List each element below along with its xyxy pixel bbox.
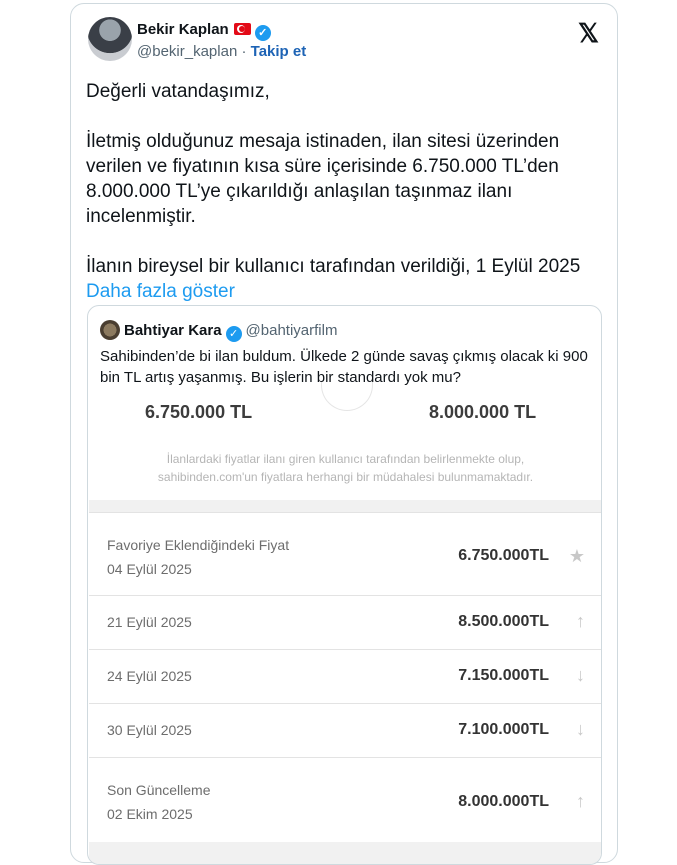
disclaimer-line: İlanlardaki fiyatlar ilanı giren kullanıcı tarafından belirlenmekte olup, (166, 452, 525, 466)
verified-badge-icon: ✓ (255, 25, 271, 41)
price-history-row (89, 649, 602, 704)
row-label: Son Güncelleme (107, 782, 211, 798)
author-handle-row (137, 43, 306, 60)
row-date: 21 Eylül 2025 (107, 614, 192, 630)
row-price: 7.100.000TL (458, 721, 549, 738)
follow-button[interactable]: Takip et (250, 43, 307, 60)
turkey-flag-icon (234, 23, 251, 35)
new-price: 8.000.000 TL (429, 402, 537, 422)
quoted-tweet-text: Sahibinden’de bi ilan buldum. Ülkede 2 günde savaş çıkmış olacak ki 900 bin TL artış yaşanmış. Bu işlerin bir standardı yok mu? (100, 348, 588, 386)
tweet-paragraph-text: İlanın bireysel bir kullanıcı tarafından verildiği, 1 Eylül 2025 (86, 256, 581, 277)
disclaimer-line: sahibinden.com'un fiyatlara herhangi bir müdahalesi bulunmamaktadır. (157, 470, 534, 484)
tweet-paragraph: Değerli vatandaşımız, (86, 81, 270, 102)
row-label: Favoriye Eklendiğindeki Fiyat (107, 537, 290, 553)
row-date: 04 Eylül 2025 (107, 561, 192, 577)
row-price: 8.000.000TL (458, 793, 549, 810)
section-footer (89, 842, 602, 865)
quoted-author-row (100, 320, 337, 342)
price-history-row (89, 757, 602, 843)
section-divider (89, 500, 602, 512)
quoted-author-avatar (100, 320, 120, 340)
price-disclaimer (89, 450, 602, 486)
price-history-row (89, 703, 602, 758)
row-date: 02 Ekim 2025 (107, 806, 193, 822)
quoted-author-handle: @bahtiyarfilm (245, 322, 338, 339)
old-price: 6.750.000 TL (145, 402, 253, 422)
row-date: 24 Eylül 2025 (107, 668, 192, 684)
arrow-down-icon: ↓ (576, 719, 585, 739)
row-price: 8.500.000TL (458, 613, 549, 630)
x-logo-icon[interactable]: 𝕏 (578, 18, 599, 48)
arrow-up-icon: ↑ (576, 611, 585, 631)
row-price: 6.750.000TL (458, 547, 549, 564)
verified-badge-icon: ✓ (226, 326, 242, 342)
arrow-up-icon: ↑ (576, 791, 585, 811)
price-history-row (89, 512, 602, 596)
tweet-paragraph: İletmiş olduğunuz mesaja istinaden, ilan sitesi üzerinden verilen ve fiyatının kısa süre içerisinde 6.750.000 TL’den 8.000.000 TL’ye çıkarıldığı anlaşılan taşınmaz ilanı incelenmiştir. (86, 131, 560, 227)
author-name[interactable]: Bekir Kaplan (137, 21, 229, 38)
star-icon: ★ (568, 546, 585, 566)
quoted-author-name: Bahtiyar Kara (124, 322, 222, 339)
author-avatar[interactable] (88, 17, 132, 61)
author-name-row (137, 21, 271, 41)
attached-screenshot[interactable] (89, 390, 602, 865)
price-history-row (89, 595, 602, 650)
show-more-link[interactable]: Daha fazla göster (86, 281, 235, 302)
tweet-card (70, 3, 618, 863)
row-price: 7.150.000TL (458, 667, 549, 684)
author-handle[interactable]: @bekir_kaplan (137, 43, 238, 60)
tweet-paragraph (86, 254, 606, 304)
row-date: 30 Eylül 2025 (107, 722, 192, 738)
quoted-tweet[interactable] (87, 305, 602, 865)
separator: · (241, 43, 247, 60)
tweet-text (86, 79, 606, 304)
arrow-down-icon: ↓ (576, 665, 585, 685)
loading-spinner-icon (321, 382, 373, 411)
